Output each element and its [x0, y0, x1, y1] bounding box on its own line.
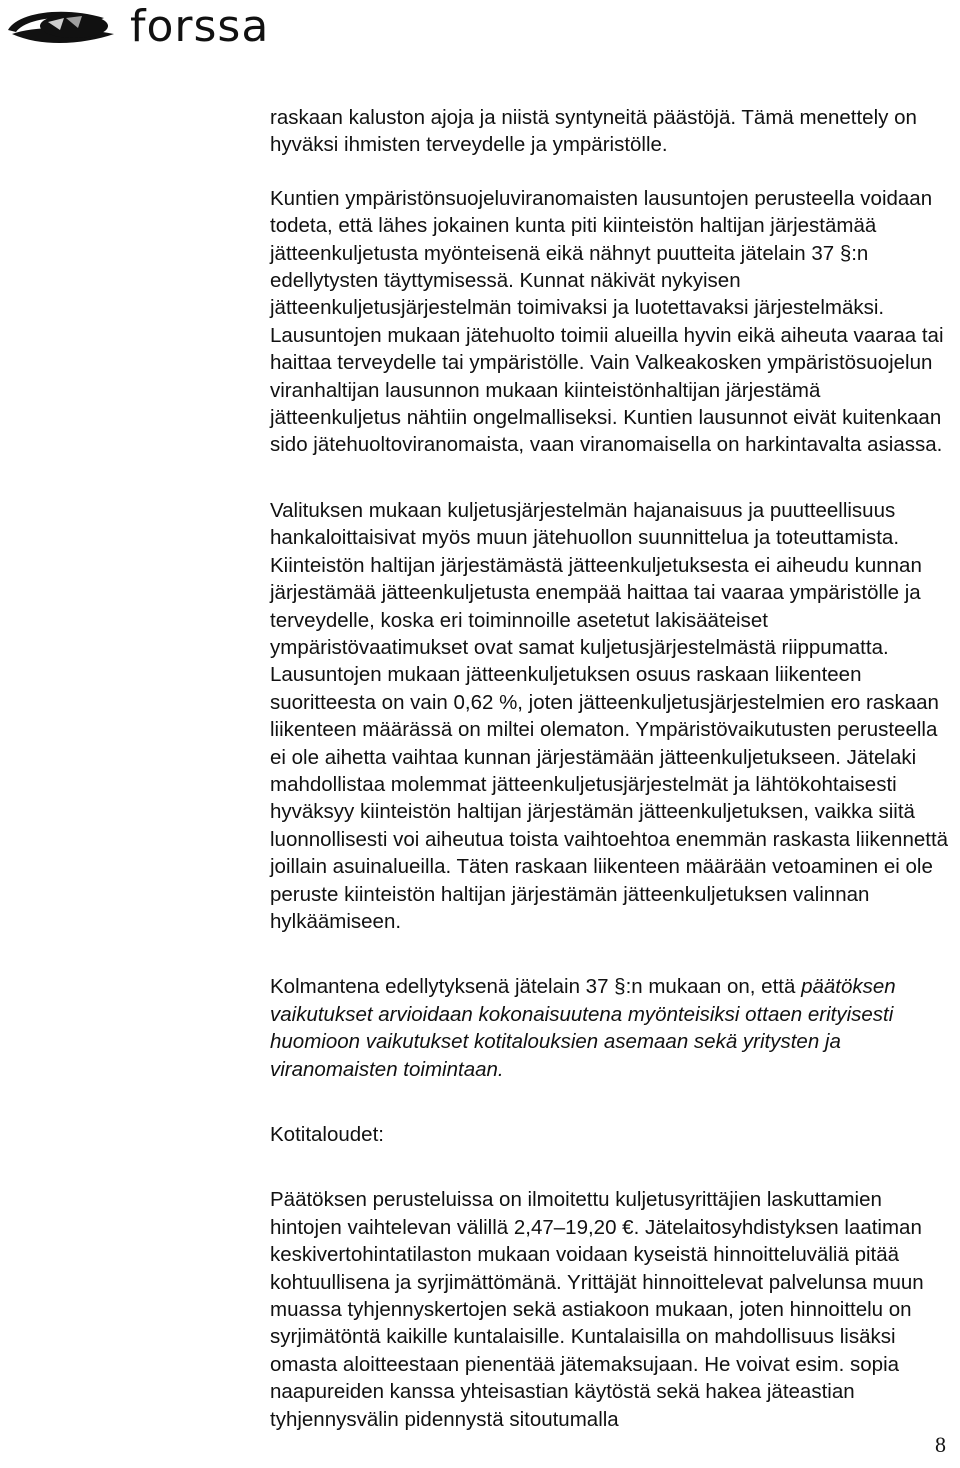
paragraph-4-italic: päätöksen vaikutukset arvioidaan kokonaisuutena myönteisiksi ottaen erityisesti huomioon vaikutukset kotitalouksien asemaan sekä yritysten ja viranomaisten toimintaan.: [270, 975, 896, 1081]
forssa-logo-mark-icon: [4, 4, 122, 50]
paragraph-3: Valituksen mukaan kuljetusjärjestelmän hajanaisuus ja puutteellisuus hankaloittaisivat myös muun jätehuollon suunnittelua ja toteuttamista. Kiinteistön haltijan järjestämästä jätteenkuljetuksesta ei aiheudu kunnan järjestämää jätteenkuljetusta enempää haittaa tai vaaraa ympäristölle ja terveydelle, koska eri toiminnoille asetetut lakisääteiset ympäristövaatimukset ovat samat kuljetusjärjestelmästä riippumatta. Lausuntojen mukaan jätteenkuljetuksen osuus raskaan liikenteen suoritteesta on vain 0,62 %, joten jätteenkuljetusjärjestelmien ero raskaan liikenteen määrässä on miltei olematon. Ympäristövaikutusten perusteella ei ole aihetta vaihtaa kunnan järjestämään jätteenkuljetukseen. Jätelaki mahdollistaa molemmat jätteenkuljetusjärjestelmät ja lähtökohtaisesti hyväksyy kiinteistön haltijan järjestämän jätteenkuljetuksen, vaikka siitä luonnollisesti voi aiheutua toista vaihtoehtoa enemmän raskasta liikennettä joillain asuinalueilla. Täten raskaan liikenteen määrään vetoaminen ei ole peruste kiinteistön haltijan järjestämän jätteenkuljetuksen valinnan hylkäämiseen.: [270, 498, 949, 933]
document-body: [270, 104, 950, 1433]
header-logo: [4, 1, 270, 52]
paragraph-1: raskaan kaluston ajoja ja niistä syntyneitä päästöjä. Tämä menettely on hyväksi ihmisten terveydelle ja ympäristölle.: [270, 106, 917, 157]
paragraph-4-plain: Kolmantena edellytyksenä jätelain 37 §:n mukaan on, että: [270, 975, 802, 999]
section-heading: Kotitaloudet:: [270, 1123, 384, 1146]
page-number: 8: [935, 1432, 946, 1457]
paragraph-4: [270, 973, 950, 1083]
brand-name: forssa: [130, 1, 270, 52]
paragraph-5: Päätöksen perusteluissa on ilmoitettu kuljetusyrittäjien laskuttamien hintojen vaihtelevan välillä 2,47–19,20 €. Jätelaitosyhdistyksen laatiman keskivertohintatilaston mukaan voidaan kyseistä hinnoitteluväliä pitää kohtuullisena ja syrjimättömänä. Yrittäjät hinnoittelevat palvelunsa muun muassa tyhjennyskertojen sekä astiakoon mukaan, joten hinnoittelu on syrjimätöntä kaikille kuntalaisille. Kuntalaisilla on mahdollisuus lisäksi omasta aloitteestaan pienentää jätemaksujaan. He voivat esim. sopia naapureiden kanssa yhteisastian käytöstä sekä hakea jäteastian tyhjennysvälin pidennystä sitoutumalla: [270, 1188, 924, 1431]
paragraph-2: Kuntien ympäristönsuojeluviranomaisten lausuntojen perusteella voidaan todeta, että lähes jokainen kunta piti kiinteistön haltijan järjestämää jätteenkuljetusta myönteisenä eikä nähnyt puutteita jätelain 37 §:n edellytysten täyttymisessä. Kunnat näkivät nykyisen jätteenkuljetusjärjestelmän toimivaksi ja luotettavaksi järjestelmäksi. Lausuntojen mukaan jätehuolto toimii alueilla hyvin eikä aiheuta vaaraa tai haittaa terveydelle tai ympäristölle. Vain Valkeakosken ympäristösuojelun viranhaltijan lausunnon mukaan kiinteistönhaltijan järjestämä jätteenkuljetus nähtiin ongelmalliseksi. Kuntien lausunnot eivät kuitenkaan sido jätehuoltoviranomaista, vaan viranomaisella on harkintavalta asiassa.: [270, 186, 944, 457]
